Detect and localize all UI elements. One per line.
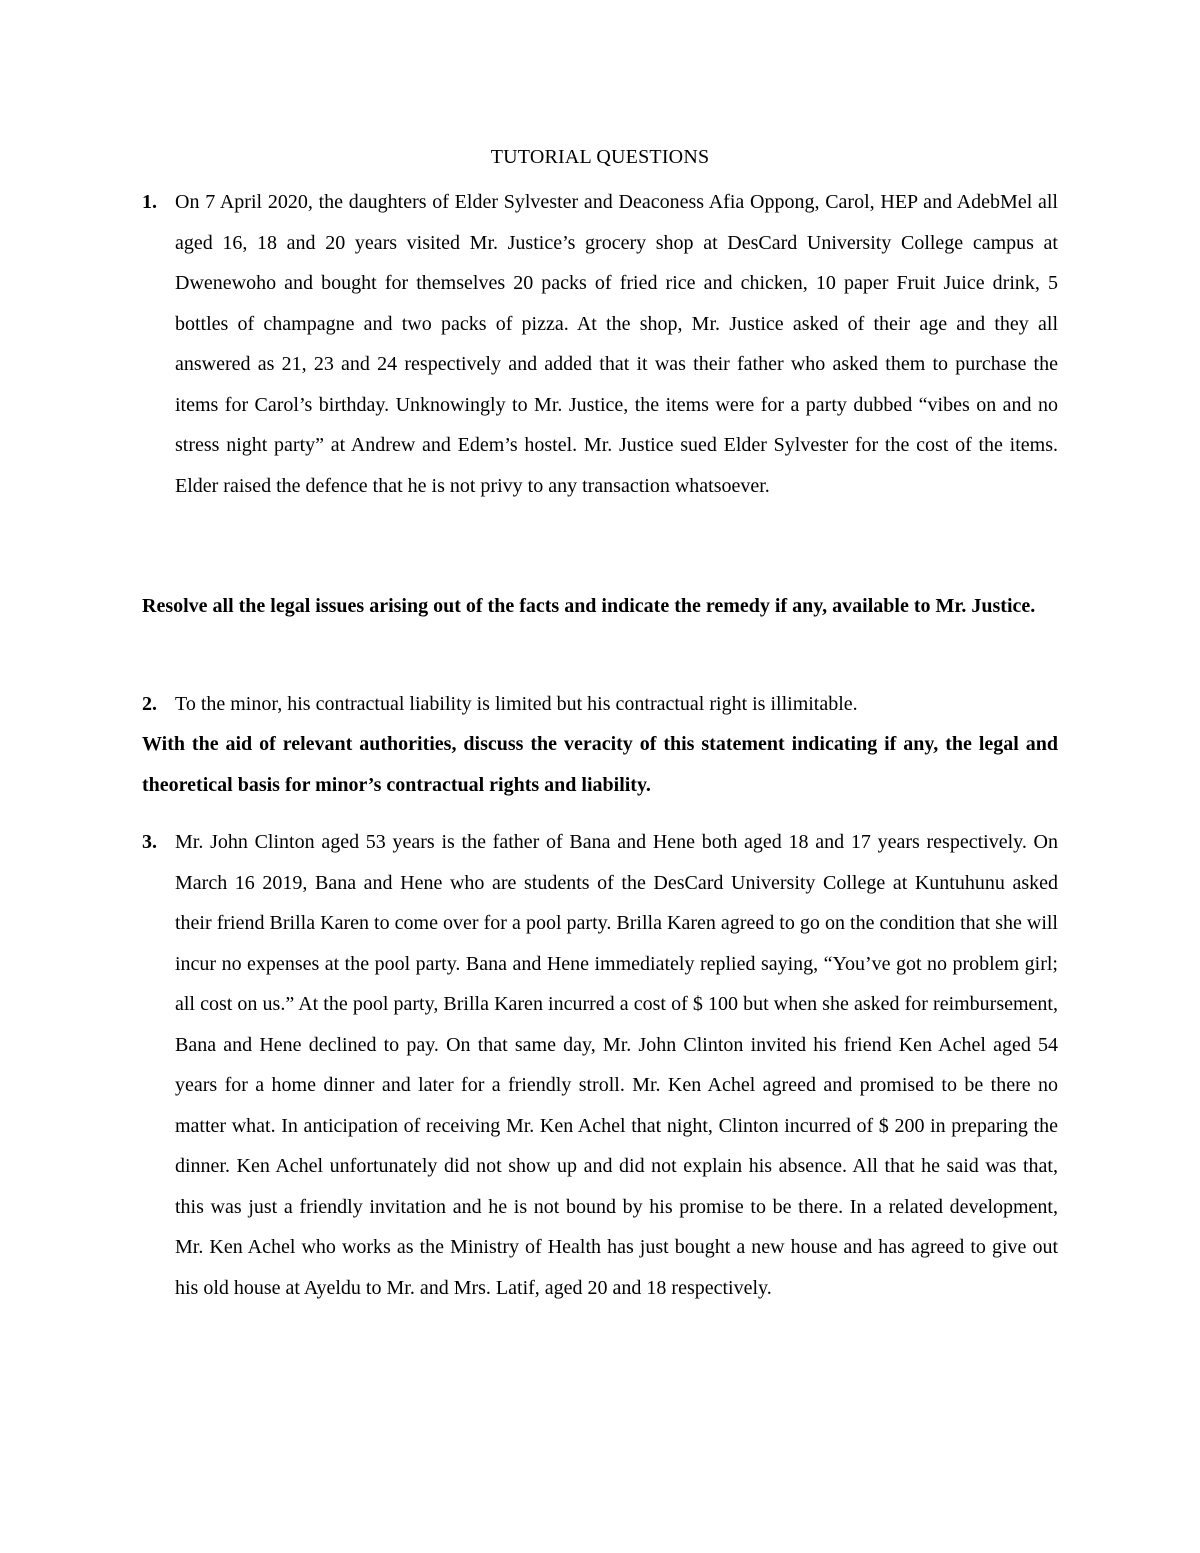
question-3: [142, 822, 1058, 1308]
question-text: Mr. John Clinton aged 53 years is the father of Bana and Hene both aged 18 and 17 years respectively. On March 16 2019, Bana and Hene who are students of the DesCard University College at Kuntuhunu asked their friend Brilla Karen to come over for a pool party. Brilla Karen agreed to go on the condition that she will incur no expenses at the pool party. Bana and Hene immediately replied saying, “You’ve got no problem girl; all cost on us.” At the pool party, Brilla Karen incurred a cost of $ 100 but when she asked for reimbursement, Bana and Hene declined to pay. On that same day, Mr. John Clinton invited his friend Ken Achel aged 54 years for a home dinner and later for a friendly stroll. Mr. Ken Achel agreed and promised to be there no matter what. In anticipation of receiving Mr. Ken Achel that night, Clinton incurred of $ 200 in preparing the dinner. Ken Achel unfortunately did not show up and did not explain his absence. All that he said was that, this was just a friendly invitation and he is not bound by his promise to be there. In a related development, Mr. Ken Achel who works as the Ministry of Health has just bought a new house and has agreed to give out his old house at Ayeldu to Mr. and Mrs. Latif, aged 20 and 18 respectively.: [175, 831, 1058, 1299]
question-1-instruction: Resolve all the legal issues arising out of the facts and indicate the remedy if any, available to Mr. Justice.: [142, 595, 1036, 617]
question-2: [142, 684, 1058, 725]
question-text: On 7 April 2020, the daughters of Elder Sylvester and Deaconess Afia Oppong, Carol, HEP and AdebMel all aged 16, 18 and 20 years visited Mr. Justice’s grocery shop at DesCard University College campus at Dwenewoho and bought for themselves 20 packs of fried rice and chicken, 10 paper Fruit Juice drink, 5 bottles of champagne and two packs of pizza. At the shop, Mr. Justice asked of their age and they all answered as 21, 23 and 24 respectively and added that it was their father who asked them to purchase the items for Carol’s birthday. Unknowingly to Mr. Justice, the items were for a party dubbed “vibes on and no stress night party” at Andrew and Edem’s hostel. Mr. Justice sued Elder Sylvester for the cost of the items. Elder raised the defence that he is not privy to any transaction whatsoever.: [175, 191, 1058, 497]
question-1: [142, 182, 1058, 506]
question-2-instruction: With the aid of relevant authorities, discuss the veracity of this statement indicating if any, the legal and theoretical basis for minor’s contractual rights and liability.: [142, 733, 1058, 796]
question-number: 2.: [142, 693, 157, 715]
page-title: TUTORIAL QUESTIONS: [490, 146, 710, 168]
question-number: 3.: [142, 831, 157, 853]
question-text: To the minor, his contractual liability is limited but his contractual right is illimitable.: [175, 693, 858, 715]
question-number: 1.: [142, 191, 157, 213]
